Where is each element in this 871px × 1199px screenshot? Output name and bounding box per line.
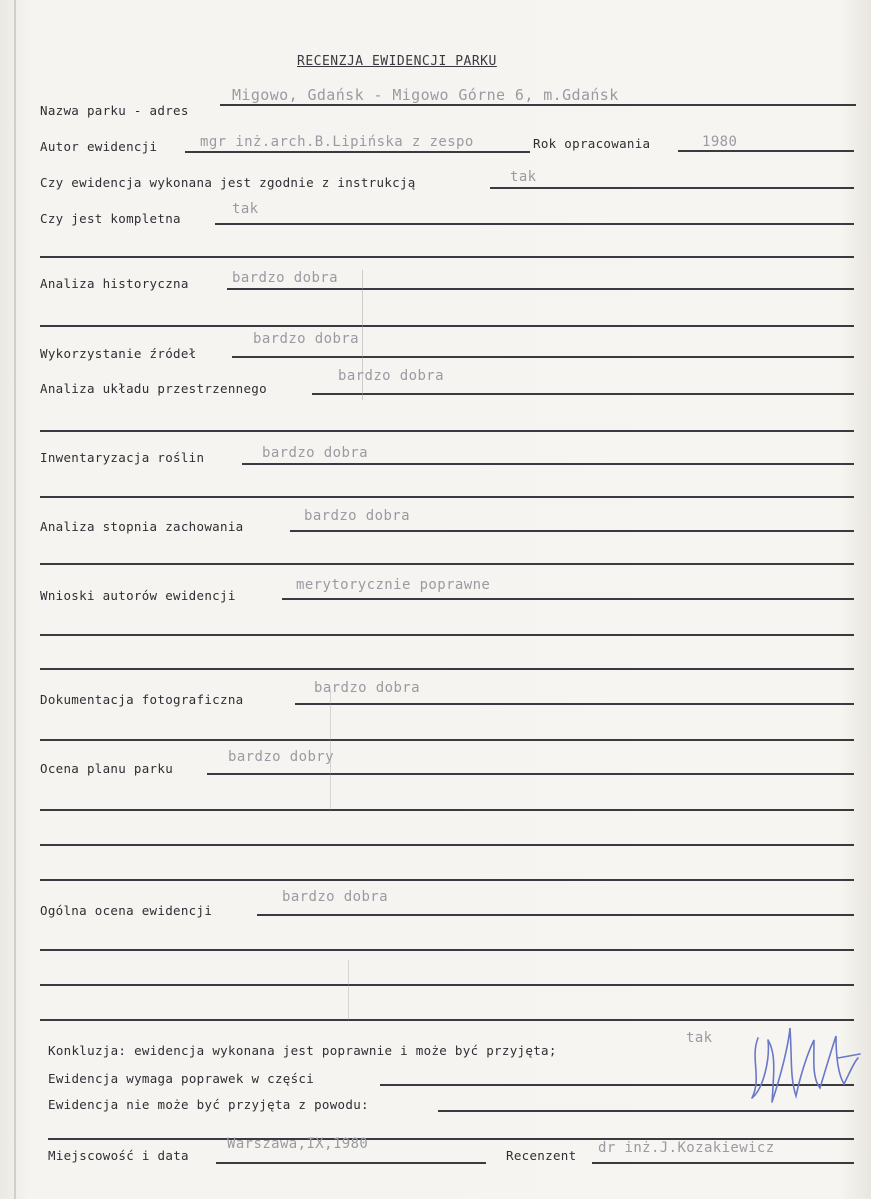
blank-line <box>40 634 854 636</box>
instruction-value: tak <box>510 169 537 185</box>
conclusion-line3-line <box>438 1110 854 1112</box>
sources-label: Wykorzystanie źródeł <box>40 346 197 361</box>
blank-line <box>40 496 854 498</box>
year-line <box>678 150 854 152</box>
conclusions-value: merytorycznie poprawne <box>296 577 491 593</box>
park-name-label: Nazwa parku - adres <box>40 103 189 118</box>
photo-line <box>295 703 854 705</box>
author-label: Autor ewidencji <box>40 139 158 154</box>
photo-value: bardzo dobra <box>314 680 420 696</box>
conclusion-line2: Ewidencja wymaga poprawek w części <box>48 1071 315 1086</box>
historical-line <box>227 288 854 290</box>
author-line <box>185 151 530 153</box>
place-line <box>216 1162 486 1164</box>
document-title: RECENZJA EWIDENCJI PARKU <box>297 54 497 69</box>
spatial-label: Analiza układu przestrzennego <box>40 381 267 396</box>
park-name-line <box>220 104 856 106</box>
blank-line <box>40 949 854 951</box>
plan-label: Ocena planu parku <box>40 761 174 776</box>
blank-line <box>40 809 854 811</box>
conclusion-line1: Konkluzja: ewidencja wykonana jest poprawnie i może być przyjęta; <box>48 1043 557 1058</box>
reviewer-line <box>592 1162 854 1164</box>
sources-value: bardzo dobra <box>253 331 359 347</box>
year-value: 1980 <box>702 134 738 150</box>
complete-value: tak <box>232 201 259 217</box>
blank-line <box>40 879 854 881</box>
complete-line <box>215 223 854 225</box>
blank-line <box>40 563 854 565</box>
spatial-value: bardzo dobra <box>338 368 444 384</box>
complete-label: Czy jest kompletna <box>40 211 181 226</box>
historical-value: bardzo dobra <box>232 270 338 286</box>
spatial-line <box>312 393 854 395</box>
preservation-line <box>290 530 854 532</box>
blank-line <box>40 984 854 986</box>
blank-line <box>40 325 854 327</box>
conclusion-line3: Ewidencja nie może być przyjęta z powodu: <box>48 1097 369 1112</box>
blank-line <box>40 739 854 741</box>
signature <box>740 1018 865 1108</box>
plan-line <box>207 773 854 775</box>
plants-line <box>242 463 854 465</box>
instruction-line <box>490 187 854 189</box>
preservation-label: Analiza stopnia zachowania <box>40 519 244 534</box>
page-edge <box>14 0 16 1199</box>
scan-mark <box>330 690 331 810</box>
historical-label: Analiza historyczna <box>40 276 189 291</box>
overall-value: bardzo dobra <box>282 889 388 905</box>
place-label: Miejscowość i data <box>48 1148 189 1163</box>
plants-value: bardzo dobra <box>262 445 368 461</box>
place-value: Warszawa,IX,1980 <box>227 1136 369 1152</box>
sources-line <box>232 356 854 358</box>
instruction-label: Czy ewidencja wykonana jest zgodnie z instrukcją <box>40 175 416 190</box>
preservation-value: bardzo dobra <box>304 508 410 524</box>
blank-line <box>40 844 854 846</box>
conclusion-value: tak <box>686 1030 713 1046</box>
conclusions-line <box>282 598 854 600</box>
plants-label: Inwentaryzacja roślin <box>40 450 205 465</box>
author-value: mgr inż.arch.B.Lipińska z zespo <box>200 134 474 150</box>
plan-value: bardzo dobry <box>228 749 334 765</box>
reviewer-label: Recenzent <box>506 1148 577 1163</box>
reviewer-value: dr inż.J.Kozakiewicz <box>598 1140 775 1156</box>
blank-line <box>40 256 854 258</box>
conclusions-label: Wnioski autorów ewidencji <box>40 588 236 603</box>
blank-line <box>40 668 854 670</box>
scan-mark <box>362 270 363 400</box>
overall-line <box>257 914 854 916</box>
year-label: Rok opracowania <box>533 136 651 151</box>
scan-mark <box>348 960 349 1020</box>
blank-line <box>40 1019 854 1021</box>
park-name-value: Migowo, Gdańsk - Migowo Górne 6, m.Gdańsk <box>232 86 619 104</box>
overall-label: Ogólna ocena ewidencji <box>40 903 213 918</box>
photo-label: Dokumentacja fotograficzna <box>40 692 244 707</box>
blank-line <box>40 430 854 432</box>
